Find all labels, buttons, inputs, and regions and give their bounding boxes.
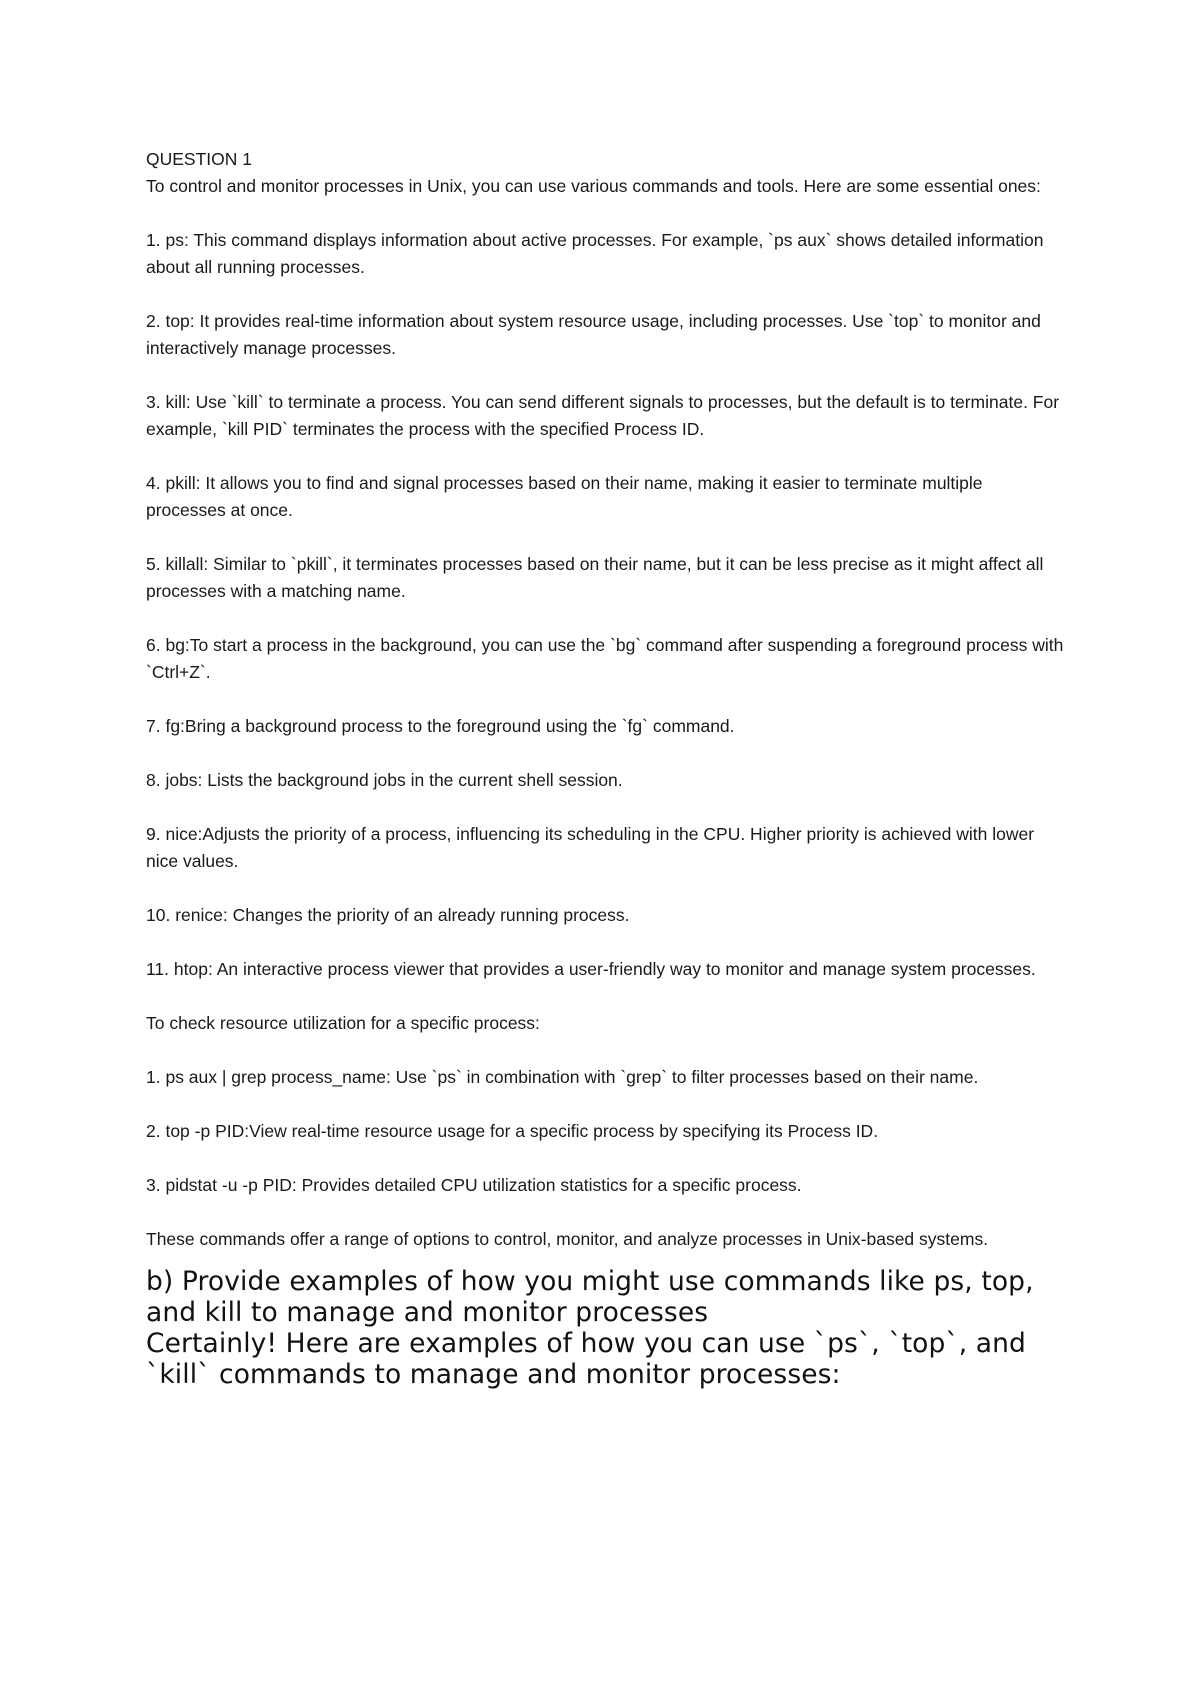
- question-title: QUESTION 1: [146, 149, 252, 169]
- command-item-fg: 7. fg:Bring a background process to the foreground using the `fg` command.: [146, 716, 735, 736]
- command-item-kill: 3. kill: Use `kill` to terminate a process. You can send different signals to processes, but the default is to terminate. For example, `kill PID` terminates the process with the specified Process ID.: [146, 392, 1060, 439]
- spacer: [146, 362, 1066, 389]
- resource-intro: To check resource utilization for a specific process:: [146, 1013, 540, 1033]
- command-item-jobs: 8. jobs: Lists the background jobs in the current shell session.: [146, 770, 623, 790]
- spacer: [146, 875, 1066, 902]
- spacer: [146, 281, 1066, 308]
- spacer: [146, 983, 1066, 1010]
- spacer: [146, 605, 1066, 632]
- resource-item-ps-grep: 1. ps aux | grep process_name: Use `ps` in combination with `grep` to filter processes based on their name.: [146, 1067, 979, 1087]
- spacer: [146, 686, 1066, 713]
- spacer: [146, 200, 1066, 227]
- spacer: [146, 794, 1066, 821]
- document-content: [146, 146, 1066, 1390]
- command-item-renice: 10. renice: Changes the priority of an already running process.: [146, 905, 630, 925]
- part-b-answer: Certainly! Here are examples of how you can use `ps`, `top`, and `kill` commands to manage and monitor processes:: [146, 1328, 1026, 1390]
- intro-paragraph: To control and monitor processes in Unix, you can use various commands and tools. Here are some essential ones:: [146, 176, 1041, 196]
- part-b-section: [146, 1266, 1066, 1390]
- command-item-pkill: 4. pkill: It allows you to find and signal processes based on their name, making it easier to terminate multiple processes at once.: [146, 473, 983, 520]
- spacer: [146, 740, 1066, 767]
- spacer: [146, 443, 1066, 470]
- spacer: [146, 929, 1066, 956]
- spacer: [146, 1037, 1066, 1064]
- resource-item-pidstat: 3. pidstat -u -p PID: Provides detailed CPU utilization statistics for a specific process.: [146, 1175, 802, 1195]
- command-item-bg: 6. bg:To start a process in the background, you can use the `bg` command after suspending a foreground process with `Ctrl+Z`.: [146, 635, 1064, 682]
- part-b-heading: b) Provide examples of how you might use commands like ps, top, and kill to manage and monitor processes: [146, 1266, 1034, 1328]
- spacer: [146, 1145, 1066, 1172]
- command-item-ps: 1. ps: This command displays information about active processes. For example, `ps aux` shows detailed information about all running processes.: [146, 230, 1044, 277]
- spacer: [146, 524, 1066, 551]
- command-item-htop: 11. htop: An interactive process viewer that provides a user-friendly way to monitor and manage system processes.: [146, 959, 1036, 979]
- spacer: [146, 1199, 1066, 1226]
- spacer: [146, 1091, 1066, 1118]
- conclusion-paragraph: These commands offer a range of options to control, monitor, and analyze processes in Unix-based systems.: [146, 1229, 989, 1249]
- resource-item-top-p: 2. top -p PID:View real-time resource usage for a specific process by specifying its Process ID.: [146, 1121, 879, 1141]
- command-item-nice: 9. nice:Adjusts the priority of a process, influencing its scheduling in the CPU. Higher priority is achieved with lower nice values.: [146, 824, 1035, 871]
- command-item-killall: 5. killall: Similar to `pkill`, it terminates processes based on their name, but it can be less precise as it might affect all processes with a matching name.: [146, 554, 1044, 601]
- command-item-top: 2. top: It provides real-time information about system resource usage, including processes. Use `top` to monitor and interactively manage processes.: [146, 311, 1041, 358]
